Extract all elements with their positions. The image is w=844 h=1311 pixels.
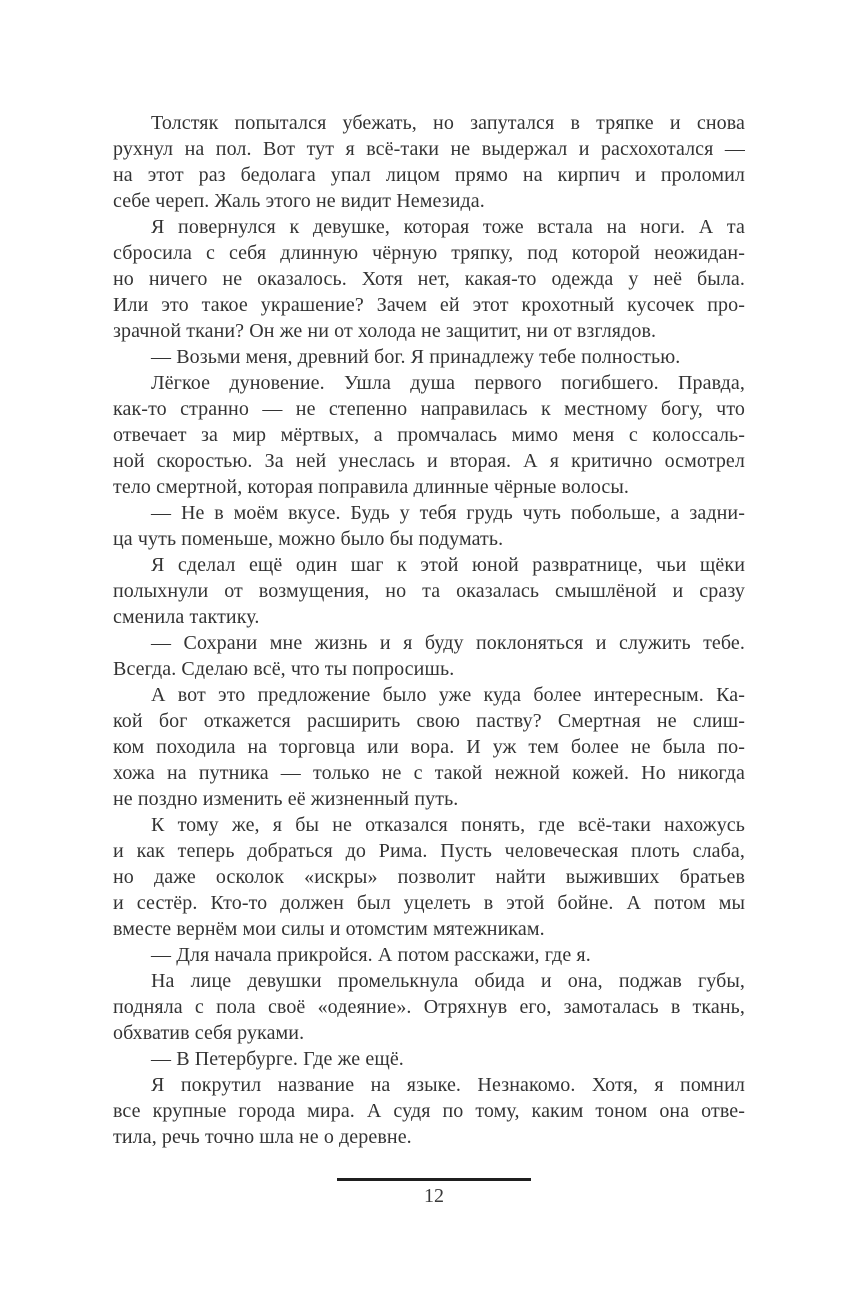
text-line: ком походила на торговца или вора. И уж тем более не была по- bbox=[113, 736, 745, 758]
paragraph bbox=[113, 968, 745, 1046]
text-line: Лёгкое дуновение. Ушла душа первого погибшего. Правда, bbox=[151, 372, 745, 394]
page-number: 12 bbox=[424, 1185, 444, 1207]
text-line: и сестёр. Кто-то должен был уцелеть в этой бойне. А потом мы bbox=[113, 892, 745, 914]
paragraph bbox=[113, 214, 745, 344]
text-line: — Не в моём вкусе. Будь у тебя грудь чуть побольше, а задни- bbox=[151, 502, 745, 524]
paragraph bbox=[113, 1072, 745, 1150]
text-line: полыхнули от возмущения, но та оказалась смышлёной и сразу bbox=[113, 580, 745, 602]
text-line: подняла с пола своё «одеяние». Отряхнув его, замоталась в ткань, bbox=[113, 996, 745, 1018]
text-line: кой бог откажется расширить свою паству? Смертная не слиш- bbox=[113, 710, 745, 732]
text-line: отвечает за мир мёртвых, а промчалась мимо меня с колоссаль- bbox=[113, 424, 745, 446]
text-line: но ничего не оказалось. Хотя нет, какая-то одежда у неё была. bbox=[113, 268, 745, 290]
paragraph bbox=[113, 630, 745, 682]
paragraph bbox=[113, 370, 745, 500]
text-line: не поздно изменить её жизненный путь. bbox=[113, 788, 459, 810]
text-line: как-то странно — не степенно направилась к местному богу, что bbox=[113, 398, 745, 420]
paragraph bbox=[113, 942, 745, 968]
text-line: тело смертной, которая поправила длинные чёрные волосы. bbox=[113, 476, 630, 498]
footer-divider bbox=[337, 1178, 531, 1181]
paragraph bbox=[113, 552, 745, 630]
text-line: рухнул на пол. Вот тут я всё-таки не выдержал и расхохотался — bbox=[113, 138, 745, 160]
text-block bbox=[113, 110, 745, 1150]
paragraph bbox=[113, 1046, 745, 1072]
text-line: К тому же, я бы не отказался понять, где всё-таки нахожусь bbox=[151, 814, 745, 836]
text-line: все крупные города мира. А судя по тому, каким тоном она отве- bbox=[113, 1100, 745, 1122]
text-line: и как теперь добраться до Рима. Пусть человеческая плоть слаба, bbox=[113, 840, 745, 862]
text-line: На лице девушки промелькнула обида и она, поджав губы, bbox=[151, 970, 745, 992]
text-line: — Возьми меня, древний бог. Я принадлежу тебе полностью. bbox=[151, 346, 681, 368]
text-line: — Сохрани мне жизнь и я буду поклоняться и служить тебе. bbox=[151, 632, 745, 654]
text-line: сменила тактику. bbox=[113, 606, 260, 628]
text-line: вместе вернём мои силы и отомстим мятежникам. bbox=[113, 918, 545, 940]
text-line: на этот раз бедолага упал лицом прямо на кирпич и проломил bbox=[113, 164, 745, 186]
text-line: ной скоростью. За ней унеслась и вторая. А я критично осмотрел bbox=[113, 450, 745, 472]
text-line: Всегда. Сделаю всё, что ты попросишь. bbox=[113, 658, 455, 680]
text-line: Я повернулся к девушке, которая тоже встала на ноги. А та bbox=[151, 216, 745, 238]
text-line: Я сделал ещё один шаг к этой юной развратнице, чьи щёки bbox=[151, 554, 745, 576]
text-line: хожа на путника — только не с такой нежной кожей. Но никогда bbox=[113, 762, 745, 784]
paragraph bbox=[113, 682, 745, 812]
text-line: ца чуть поменьше, можно было бы подумать. bbox=[113, 528, 504, 550]
text-line: сбросила с себя длинную чёрную тряпку, под которой неожидан- bbox=[113, 242, 745, 264]
text-line: А вот это предложение было уже куда более интересным. Ка- bbox=[151, 684, 745, 706]
text-line: зрачной ткани? Он же ни от холода не защитит, ни от взглядов. bbox=[113, 320, 657, 342]
text-line: но даже осколок «искры» позволит найти выживших братьев bbox=[113, 866, 745, 888]
text-line: — Для начала прикройся. А потом расскажи, где я. bbox=[151, 944, 591, 966]
text-line: тила, речь точно шла не о деревне. bbox=[113, 1126, 412, 1148]
paragraph bbox=[113, 500, 745, 552]
text-line: себе череп. Жаль этого не видит Немезида. bbox=[113, 190, 485, 212]
page-footer bbox=[337, 1178, 531, 1209]
paragraph bbox=[113, 110, 745, 214]
paragraph bbox=[113, 344, 745, 370]
text-line: Я покрутил название на языке. Незнакомо. Хотя, я помнил bbox=[151, 1074, 745, 1096]
paragraph bbox=[113, 812, 745, 942]
text-line: Или это такое украшение? Зачем ей этот крохотный кусочек про- bbox=[113, 294, 745, 316]
text-line: — В Петербурге. Где же ещё. bbox=[151, 1048, 404, 1070]
text-line: Толстяк попытался убежать, но запутался в тряпке и снова bbox=[151, 112, 745, 134]
text-line: обхватив себя руками. bbox=[113, 1022, 305, 1044]
